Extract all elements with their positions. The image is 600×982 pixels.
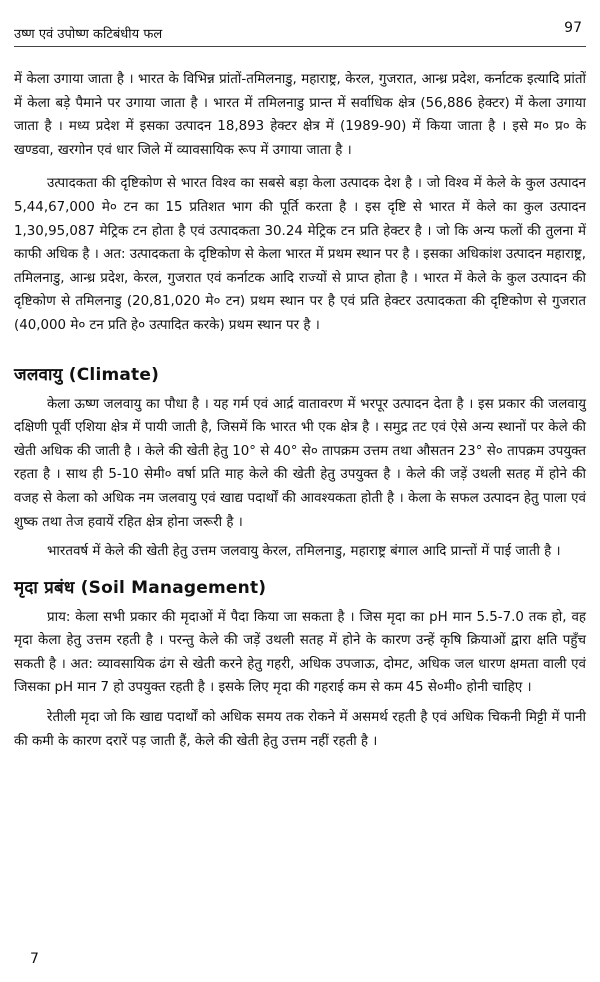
paragraph-climate: केला ऊष्ण जलवायु का पौधा है । यह गर्म एवं आर्द्र वातावरण में भरपूर उत्पादन देता है । इस प्रकार की जलवायु दक्षिणी पूर्वी एशिया क्षेत्र में पायी जाती है, जिसमें कि भारत भी एक क्षेत्र है । समुद्र तट एवं ऐसे अन्य स्थानों पर केले की खेती अधिक की जाती है । केले की खेती हेतु 10° से 40° से० तापक्रम उत्तम तथा औसतन 23° से० तापक्रम उपयुक्त रहता है । साथ ही 5-10 सेमी० वर्षा प्रति माह केले की खेती हेतु उपयुक्त है । केले की जड़ें उथली सतह में होने की वजह से केला को अधिक नम जलवायु एवं खाद्य पदार्थों की आवश्यकता होती है । केला के सफल उत्पादन हेतु पाला एवं शुष्क तथा तेज हवायें रहित क्षेत्र होना जरूरी है । bbox=[14, 396, 586, 530]
running-header bbox=[14, 6, 586, 47]
paragraph-productivity: उत्पादकता की दृष्टिकोण से भारत विश्व का सबसे बड़ा केला उत्पादक देश है । जो विश्व में केले के कुल उत्पादन 5,44,67,000 मे० टन का 15 प्रतिशत भाग की पूर्ति करता है । इस दृष्टि से भारत में केले का कुल उत्पादन 1,30,95,087 मेट्रिक टन होता है एवं उत्पादकता 30.24 मेट्रिक टन प्रति हेक्टर है । जो कि अन्य फलों की तुलना में काफी अधिक है । अत: उत्पादकता के दृष्टिकोण से केला भारत में प्रथम स्थान पर है । इसका अधिकांश उत्पादन महाराष्ट्र, तमिलनाडु, आन्ध्र प्रदेश, केरल, गुजरात एवं कर्नाटक आदि राज्यों से प्राप्त होता है । भारत में केले के कुल उत्पादन की दृष्टिकोण से तमिलनाडु (20,81,020 मे० टन) प्रथम स्थान पर है एवं प्रति हेक्टर उत्पादकता की दृष्टिकोण से गुजरात (40,000 मे० टन प्रति हे० उत्पादित करके) प्रथम स्थान पर है । bbox=[14, 176, 586, 333]
page-content bbox=[14, 68, 586, 753]
running-title: उष्ण एवं उपोष्ण कटिबंधीय फल bbox=[14, 27, 163, 42]
paragraph-soil-unsuitable: रेतीली मृदा जो कि खाद्य पदार्थों को अधिक समय तक रोकने में असमर्थ रहती है एवं अधिक चिकनी मिट्टी में पानी की कमी के कारण दरारें पड़ जाती हैं, केले की खेती हेतु उत्तम नहीं रहती है । bbox=[14, 710, 586, 749]
paragraph-cultivation-regions: में केला उगाया जाता है । भारत के विभिन्न प्रांतों-तमिलनाडु, महाराष्ट्र, केरल, गुजरात, आन्ध्र प्रदेश, कर्नाटक इत्यादि प्रांतों में केला बड़े पैमाने पर उगाया जाता है । भारत में तमिलनाडु प्रान्त में सर्वाधिक क्षेत्र (56,886 हेक्टर) में केला उगाया जाता है । मध्य प्रदेश में इसका उत्पादन 18,893 हेक्टर क्षेत्र में (1989-90) में किया जाता है । इसे म० प्र० के खण्डवा, खरगोन एवं धार जिले में व्यावसायिक रूप में उगाया जाता है । bbox=[14, 72, 586, 158]
footer-signature-number: 7 bbox=[30, 951, 39, 967]
heading-soil-management: मृदा प्रबंध (Soil Management) bbox=[14, 577, 267, 598]
page-number: 97 bbox=[564, 20, 582, 36]
heading-climate: जलवायु (Climate) bbox=[14, 364, 160, 385]
paragraph-climate-regions: भारतवर्ष में केले की खेती हेतु उत्तम जलवायु केरल, तमिलनाडु, महाराष्ट्र बंगाल आदि प्रान्तों में पाई जाती है । bbox=[47, 544, 561, 560]
paragraph-soil: प्राय: केला सभी प्रकार की मृदाओं में पैदा किया जा सकता है । जिस मृदा का pH मान 5.5-7.0 तक हो, वह मृदा केला हेतु उत्तम रहती है । परन्तु केले की जड़ें उथली सतह में होने के कारण उन्हें कृषि क्रियाओं द्वारा क्षति पहुँच सकती है । अत: व्यावसायिक ढंग से खेती करने हेतु गहरी, अधिक उपजाऊ, दोमट, अधिक जल धारण क्षमता वाली एवं जिसका pH मान 7 हो उपयुक्त रहती है । इसके लिए मृदा की गहराई कम से कम 45 से०मी० होनी चाहिए । bbox=[14, 609, 586, 696]
